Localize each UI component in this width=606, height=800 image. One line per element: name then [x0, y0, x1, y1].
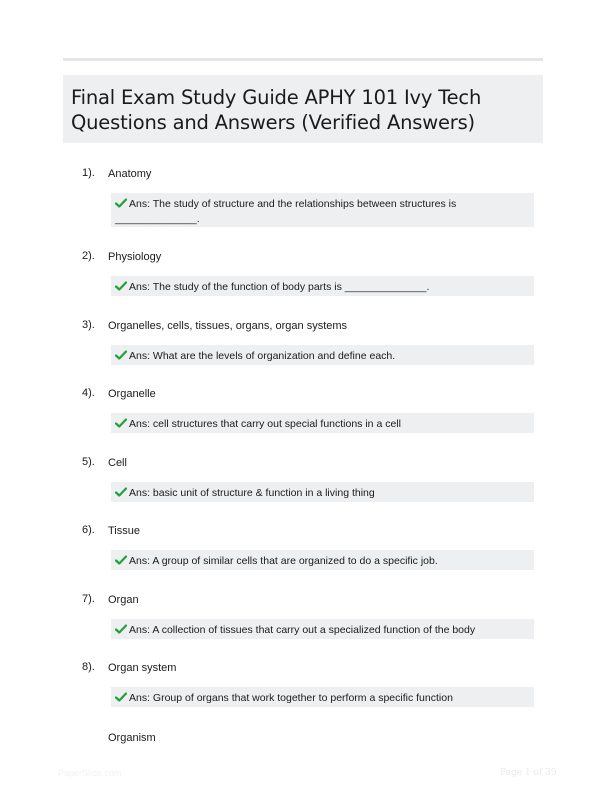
check-icon — [115, 350, 127, 360]
answer-box — [111, 345, 534, 365]
check-icon — [115, 487, 127, 497]
title-line-2: Questions and Answers (Verified Answers) — [71, 111, 475, 134]
question-text: Organism — [108, 732, 156, 744]
title-line-1: Final Exam Study Guide APHY 101 Ivy Tech — [71, 86, 482, 109]
answer-text: Ans: A collection of tissues that carry out a specialized function of the body — [129, 624, 476, 636]
question-number: 4). — [82, 387, 95, 399]
answer-text: Ans: Group of organs that work together to perform a specific function — [129, 692, 453, 704]
answer-box — [111, 482, 534, 502]
question-text: Cell — [108, 457, 127, 469]
answer-text-continued: ______________. — [115, 213, 200, 225]
check-icon — [115, 418, 127, 428]
question-number: 6). — [82, 524, 95, 536]
question-text: Physiology — [108, 251, 162, 263]
answer-text: Ans: The study of structure and the relationships between structures is — [129, 198, 457, 210]
answer-box — [111, 619, 534, 639]
footer-watermark: PaperSlide.com — [58, 768, 122, 778]
page-number: Page 1 of 39 — [500, 768, 557, 778]
question-number: 3). — [82, 319, 95, 331]
check-icon — [115, 624, 127, 634]
check-icon — [115, 198, 127, 208]
question-number: 5). — [82, 456, 95, 468]
check-icon — [115, 692, 127, 702]
answer-box — [111, 687, 534, 707]
answer-box — [111, 193, 534, 227]
question-text: Anatomy — [108, 168, 152, 180]
answer-text: Ans: The study of the function of body parts is ______________. — [129, 281, 430, 293]
question-number: 2). — [82, 250, 95, 262]
title-banner — [63, 75, 543, 143]
check-icon — [115, 281, 127, 291]
question-number: 7). — [82, 593, 95, 605]
question-number: 8). — [82, 661, 95, 673]
question-number: 1). — [82, 167, 95, 179]
question-text: Organelles, cells, tissues, organs, organ systems — [108, 320, 348, 332]
question-text: Organelle — [108, 388, 156, 400]
answer-box — [111, 413, 534, 433]
answer-text: Ans: What are the levels of organization and define each. — [129, 350, 396, 362]
question-text: Organ — [108, 594, 139, 606]
check-icon — [115, 555, 127, 565]
answer-text: Ans: A group of similar cells that are organized to do a specific job. — [129, 555, 438, 567]
answer-text: Ans: basic unit of structure & function in a living thing — [129, 487, 375, 499]
answer-box — [111, 550, 534, 570]
answer-text: Ans: cell structures that carry out special functions in a cell — [129, 418, 401, 430]
answer-box — [111, 276, 534, 296]
top-divider — [63, 58, 543, 61]
question-text: Organ system — [108, 662, 177, 674]
question-text: Tissue — [108, 525, 140, 537]
